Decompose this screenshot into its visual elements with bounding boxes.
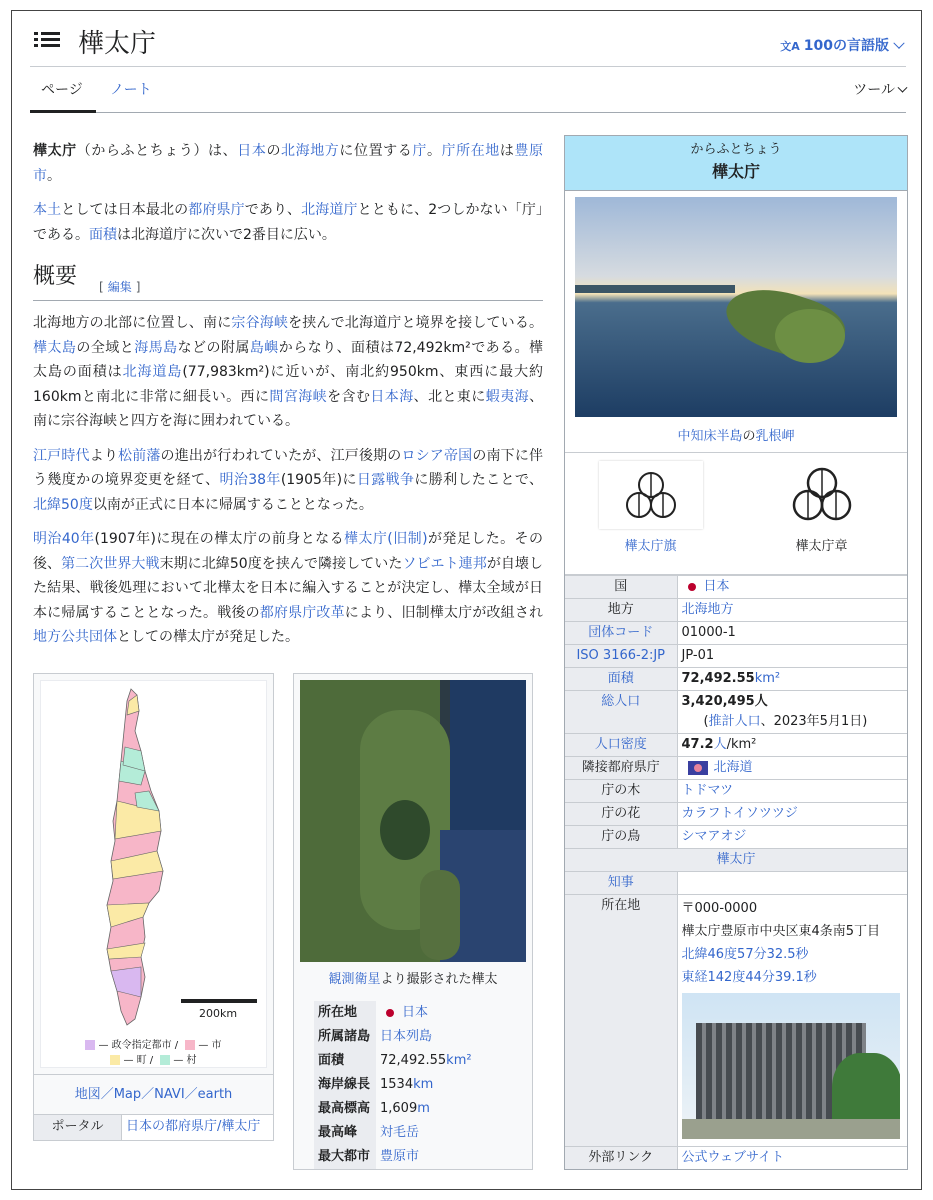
legend-swatch-town	[110, 1055, 120, 1065]
table-row: 総人口 3,420,495人 (推計人口、2023年5月1日)	[565, 691, 907, 734]
infobox-header	[565, 136, 907, 191]
official-website-link[interactable]: 公式ウェブサイト	[681, 1150, 785, 1165]
table-row: 隣接都府県庁 北海道	[565, 757, 907, 780]
link-toyohara[interactable]: 豊原市	[33, 143, 544, 184]
flag-cell	[565, 453, 736, 574]
language-button[interactable]	[780, 35, 903, 55]
municipality-map[interactable]	[40, 680, 267, 1068]
map-scale-label: 200km	[199, 1007, 238, 1020]
link-hokkai-region[interactable]: 北海地方	[281, 143, 340, 159]
link-japan[interactable]: 日本	[402, 1005, 429, 1020]
municipality-map-box	[33, 673, 274, 1141]
table-row: 庁の木 トドマツ	[565, 780, 907, 803]
link-soviet-union[interactable]: ソビエト連邦	[402, 555, 487, 572]
satellite-caption	[294, 962, 532, 997]
tab-page[interactable]: ページ	[41, 82, 83, 98]
address: 樺太庁豊原市中央区東4条南5丁目	[681, 924, 881, 939]
link-region[interactable]: 北海地方	[681, 602, 734, 617]
link-soya-strait[interactable]: 宗谷海峡	[231, 315, 289, 331]
link-group-code[interactable]: 団体コード	[588, 625, 654, 640]
section-title: 概要	[33, 264, 78, 289]
infobox	[564, 135, 908, 1170]
link-bird[interactable]: シマアオジ	[681, 829, 747, 844]
link-estimated-population[interactable]: 推計人口	[708, 714, 761, 729]
link-nakashiretoko[interactable]: 中知床半島	[677, 429, 743, 444]
legend-city: — 市	[198, 1040, 222, 1051]
language-count-label: 100の言語版	[803, 38, 889, 54]
article-subject: 樺太庁	[33, 143, 77, 159]
link-karafuto-cho-section[interactable]: 樺太庁	[716, 852, 756, 867]
satellite-image[interactable]	[300, 680, 526, 962]
japan-flag-icon	[386, 1009, 394, 1017]
link-old-karafuto-cho[interactable]: 樺太庁(旧制)	[344, 531, 428, 547]
link-mamiya-strait[interactable]: 間宮海峡	[269, 388, 328, 405]
legend-village: — 村	[173, 1055, 197, 1066]
link-hokkaido[interactable]: 北海道	[713, 760, 753, 775]
table-row: 所在地 日本	[314, 1001, 476, 1025]
edit-link[interactable]: 編集	[107, 280, 132, 294]
infobox-kana: からふとちょう	[690, 142, 782, 157]
portal-row	[34, 1114, 273, 1140]
link-country[interactable]: 日本	[703, 579, 730, 594]
table-row: 団体コード 01000-1	[565, 622, 907, 645]
translate-icon: 文A	[780, 40, 800, 53]
link-ezo-sea[interactable]: 蝦夷海	[485, 388, 530, 405]
link-km2[interactable]: km²	[446, 1053, 472, 1068]
link-tree[interactable]: トドマツ	[681, 783, 734, 798]
emblem-cell	[736, 453, 907, 574]
legend-swatch-village	[160, 1055, 170, 1065]
map-legend	[41, 1038, 266, 1068]
intro-paragraph-1: 樺太庁（からふとちょう）は、日本の北海地方に位置する庁。庁所在地は豊原市。	[33, 143, 544, 184]
japan-flag-icon	[688, 583, 696, 591]
link-largest-city[interactable]: 豊原市	[380, 1149, 420, 1164]
link-m[interactable]: m	[417, 1101, 430, 1116]
link-population-density[interactable]: 人口密度	[594, 737, 647, 752]
link-kaibato[interactable]: 海馬島	[134, 339, 178, 356]
table-row: 庁の鳥 シマアオジ	[565, 826, 907, 849]
map-link-row	[34, 1074, 273, 1114]
link-ww2[interactable]: 第二次世界大戦	[61, 555, 160, 572]
link-meiji-38[interactable]: 明治38年	[219, 472, 281, 488]
section-edit: [ 編集 ]	[99, 280, 141, 294]
toc-menu-icon[interactable]	[34, 31, 60, 49]
link-capital[interactable]: 庁所在地	[441, 143, 500, 159]
page-frame	[11, 10, 922, 1190]
map-link[interactable]: 地図／Map／NAVI／earth	[74, 1087, 233, 1102]
satellite-box	[293, 673, 533, 1170]
link-area[interactable]: 面積	[89, 226, 117, 243]
postal-code: 〒000-0000	[681, 901, 758, 916]
link-50th-parallel[interactable]: 北緯50度	[33, 496, 93, 513]
tools-label: ツール	[853, 82, 895, 98]
section-heading	[33, 263, 543, 301]
overview-paragraph-1: 北海地方の北部に位置し、南に宗谷海峡を挟んで北海道庁と境界を接している。樺太島の全域と海馬島などの附属島嶼からなり、面積は72,492km²である。樺太島の面積は北海道島(77,983km²)に近いが、南北約950km、東西に最大約160kmと南北に非常に細長い。西に間宮海峡を含む日本海、北と東に蝦夷海、南に宗谷海峡と四方を海に囲われている。	[33, 315, 544, 429]
latitude-link[interactable]: 北緯46度57分32.5秒	[681, 947, 809, 962]
link-islands[interactable]: 島嶼	[249, 339, 279, 356]
legend-town: — 町 /	[123, 1055, 154, 1066]
portal-link[interactable]: 日本の都府県庁/樺太庁	[126, 1119, 261, 1134]
link-mainland[interactable]: 本土	[33, 202, 62, 218]
table-row: 国 日本	[565, 576, 907, 599]
chevron-down-icon	[898, 83, 908, 93]
link-flower[interactable]: カラフトイソツツジ	[681, 806, 798, 821]
table-row: 最高峰 対毛岳	[314, 1121, 476, 1145]
table-row: 面積 72,492.55km²	[314, 1049, 476, 1073]
table-row: 人口密度 47.2人/km²	[565, 734, 907, 757]
table-row: 庁の花 カラフトイソツツジ	[565, 803, 907, 826]
link-population[interactable]: 総人口	[601, 694, 641, 709]
link-cho[interactable]: 庁	[412, 143, 427, 159]
prefecture-emblem-image[interactable]	[787, 461, 857, 529]
page-header	[12, 11, 921, 67]
link-hokkaido-island[interactable]: 北海道島	[122, 364, 183, 380]
link-sea-of-japan[interactable]: 日本海	[370, 388, 414, 405]
link-km2[interactable]: km²	[754, 671, 781, 686]
table-row: 面積 72,492.55km²	[565, 668, 907, 691]
prefecture-flag-image[interactable]	[599, 461, 703, 529]
emblem-icon	[599, 461, 703, 529]
table-row: ISO 3166-2:JP JP-01	[565, 645, 907, 668]
article-body	[33, 139, 543, 660]
intro-paragraph-2: 本土としては日本最北の都府県庁であり、北海道庁とともに、2つしかない「庁」である。面積は北海道庁に次いで2番目に広い。	[33, 202, 544, 243]
link-matsumae[interactable]: 松前藩	[118, 447, 161, 464]
link-area[interactable]: 面積	[607, 671, 634, 686]
table-row: 外部リンク 公式ウェブサイト	[565, 1147, 907, 1170]
page-tabs	[30, 67, 906, 113]
link-russo-japanese-war[interactable]: 日露戦争	[356, 472, 415, 488]
emblem-caption: 樺太庁章	[795, 539, 848, 554]
link-russian-empire[interactable]: ロシア帝国	[401, 447, 473, 464]
table-row: 最大都市 豊原市	[314, 1145, 476, 1169]
karafuto-map-image	[41, 681, 268, 1037]
table-row: 所属諸島 日本列島	[314, 1025, 476, 1049]
link-km[interactable]: km	[413, 1077, 434, 1092]
link-hokkaido-cho[interactable]: 北海道庁	[301, 202, 358, 218]
link-japanese-archipelago[interactable]: 日本列島	[380, 1029, 433, 1044]
tab-talk[interactable]: ノート	[110, 82, 152, 98]
emblems-row	[565, 453, 907, 575]
portal-label: ポータル	[34, 1115, 122, 1140]
chevron-down-icon	[893, 38, 904, 49]
link-meiji-40[interactable]: 明治40年	[33, 531, 95, 547]
link-highest-peak[interactable]: 対毛岳	[380, 1125, 420, 1140]
table-row: 海岸線長 1534km	[314, 1073, 476, 1097]
hokkaido-flag-icon	[688, 761, 708, 775]
tools-menu-button[interactable]	[853, 79, 906, 99]
link-karafuto-island[interactable]: 樺太島	[33, 339, 77, 356]
legend-designated-city: — 政令指定都市 /	[98, 1040, 179, 1051]
overview-paragraph-3: 明治40年(1907年)に現在の樺太庁の前身となる樺太庁(旧制)が発足した。その後、第二次世界大戦末期に北緯50度を挟んで隣接していたソビエト連邦が自壊した結果、戦後処理において北樺太を日本に編入することが決定し、樺太全域が日本に帰属することとなった。戦後の都府県庁改革により、旧制樺太庁が改組され地方公共団体としての樺太庁が発足した。	[33, 531, 544, 645]
longitude-link[interactable]: 東経142度44分39.1秒	[681, 970, 817, 985]
link-chine-cape[interactable]: 乳根岬	[755, 429, 795, 444]
link-local-government[interactable]: 地方公共団体	[33, 629, 117, 645]
photo-caption: 中知床半島の乳根岬	[677, 429, 795, 444]
link-japan[interactable]: 日本	[237, 143, 267, 159]
peninsula-photo[interactable]	[575, 197, 897, 417]
infobox-table	[565, 575, 907, 1169]
table-row: 所在地 〒000-0000 樺太庁豊原市中央区東4条南5丁目 北緯46度57分32.5秒 東経142度44分39.1秒	[565, 895, 907, 1147]
island-facts-table	[314, 1001, 476, 1169]
link-iso-3166[interactable]: ISO 3166-2:JP	[576, 648, 666, 663]
link-edo-period[interactable]: 江戸時代	[33, 447, 90, 464]
table-row	[565, 849, 907, 872]
page-title: 樺太庁	[78, 29, 157, 59]
infobox-photo	[565, 191, 907, 453]
link-observation-satellite[interactable]: 観測衛星	[328, 972, 381, 987]
legend-swatch-city	[185, 1040, 195, 1050]
table-row	[565, 872, 907, 895]
satellite-caption-text: より撮影された樺太	[380, 972, 498, 987]
table-row: 地方 北海地方	[565, 599, 907, 622]
infobox-title: 樺太庁	[711, 162, 760, 181]
active-tab-indicator	[30, 110, 96, 113]
link-prefecture-reform[interactable]: 都府県庁改革	[259, 604, 345, 621]
office-building-photo[interactable]	[682, 993, 900, 1139]
table-row: 最高標高 1,609m	[314, 1097, 476, 1121]
link-prefecture[interactable]: 都府県庁	[188, 202, 245, 218]
emblem-icon	[787, 461, 857, 529]
link-governor[interactable]: 知事	[607, 875, 634, 890]
overview-paragraph-2: 江戸時代より松前藩の進出が行われていたが、江戸後期のロシア帝国の南下に伴う幾度かの境界変更を経て、明治38年(1905年)に日露戦争に勝利したことで、北緯50度以南が正式に日本に帰属することとなった。	[33, 447, 544, 513]
flag-caption-link[interactable]: 樺太庁旗	[624, 539, 677, 554]
link-person[interactable]: 人	[713, 737, 727, 752]
legend-swatch-designated-city	[85, 1040, 95, 1050]
